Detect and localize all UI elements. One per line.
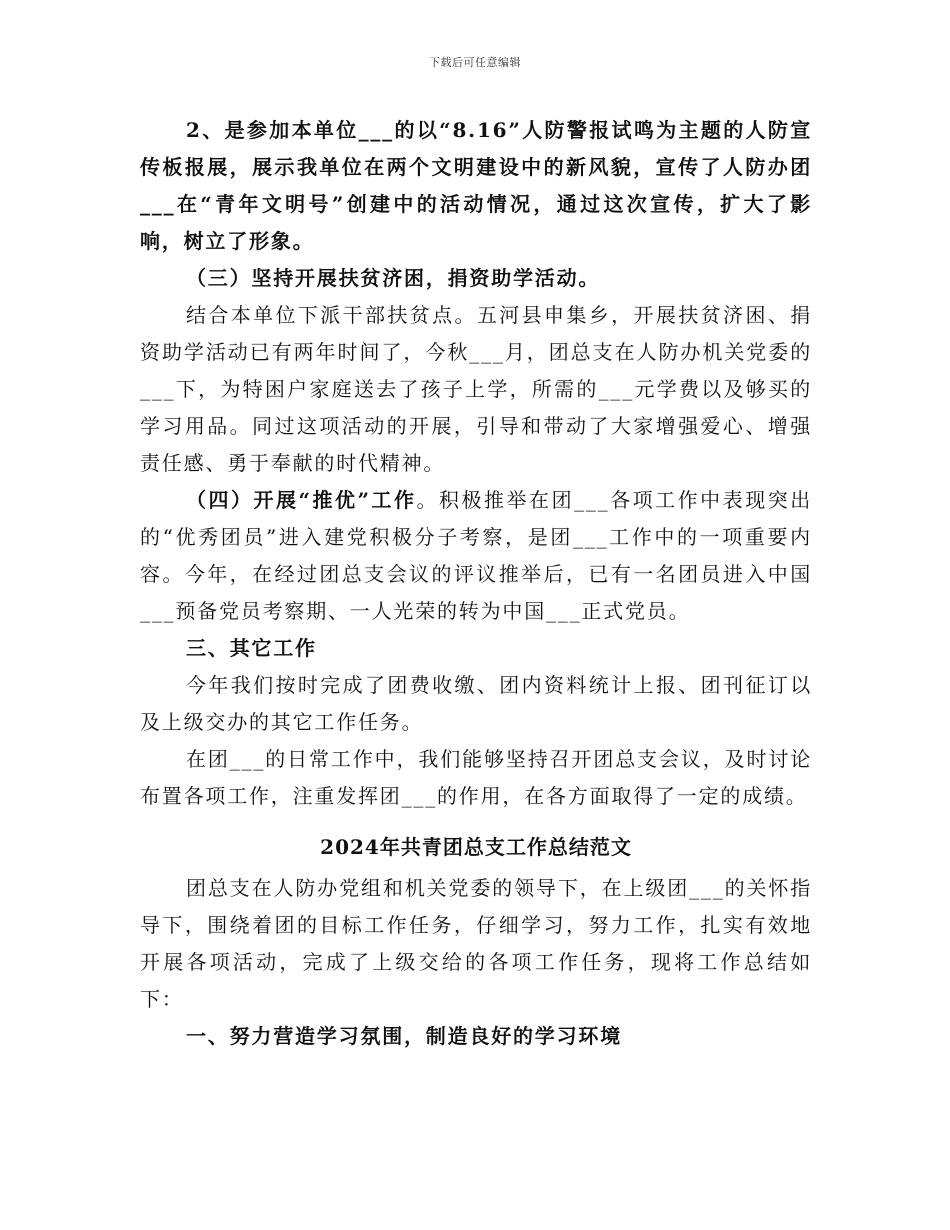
paragraph-poverty-relief: 结合本单位下派干部扶贫点。五河县申集乡，开展扶贫济困、捐资助学活动已有两年时间了，今秋___月，团总支在人防办机关党委的___下，为特困户家庭送去了孩子上学，所需的___元学费以及够买的学习用品。同过这项活动的开展，引导和带动了大家增强爱心、增强责任感、勇于奉献的时代精神。 xyxy=(140,303,812,475)
paragraph-summary-intro: 团总支在人防办党组和机关党委的领导下，在上级团___的关怀指导下，围绕着团的目标工作任务，仔细学习，努力工作，扎实有效地开展各项活动，完成了上级交给的各项工作任务，现将工作总结如下： xyxy=(140,876,812,1011)
paragraph-poster-exhibition: 2、是参加本单位___的以“8.16”人防警报试鸣为主题的人防宣传板报展，展示我单位在两个文明建设中的新风貌，宣传了人防办团___在“青年文明号”创建中的活动情况，通过这次宣传，扩大了影响，树立了形象。 xyxy=(140,118,812,253)
section-heading-recommend-excellent: （四）开展“推优”工作 xyxy=(186,488,417,512)
paragraph-daily-work: 在团___的日常工作中，我们能够坚持召开团总支会议，及时讨论布置各项工作，注重发挥团___的作用，在各方面取得了一定的成绩。 xyxy=(140,747,812,808)
document-title: 2024年共青团总支工作总结范文 xyxy=(320,835,632,859)
paragraph-recommend-excellent xyxy=(140,482,812,630)
header-note: 下载后可任意编辑 xyxy=(429,56,521,69)
section-heading-poverty-relief: （三）坚持开展扶贫济困，捐资助学活动。 xyxy=(186,266,601,290)
section-heading-other-work: 三、其它工作 xyxy=(186,636,317,660)
section-heading-learning-environment: 一、努力营造学习氛围，制造良好的学习环境 xyxy=(186,1024,622,1048)
paragraph-other-tasks: 今年我们按时完成了团费收缴、团内资料统计上报、团刊征订以及上级交办的其它工作任务。 xyxy=(140,673,812,734)
paragraph-recommend-text: 。积极推举在团___各项工作中表现突出的“优秀团员”进入建党积极分子考察，是团___工作中的一项重要内容。今年，在经过团总支会议的评议推举后，已有一名团员进入中国___预备党员考察期、一人光荣的转为中国___正式党员。 xyxy=(140,488,812,623)
document-body xyxy=(140,112,812,1055)
